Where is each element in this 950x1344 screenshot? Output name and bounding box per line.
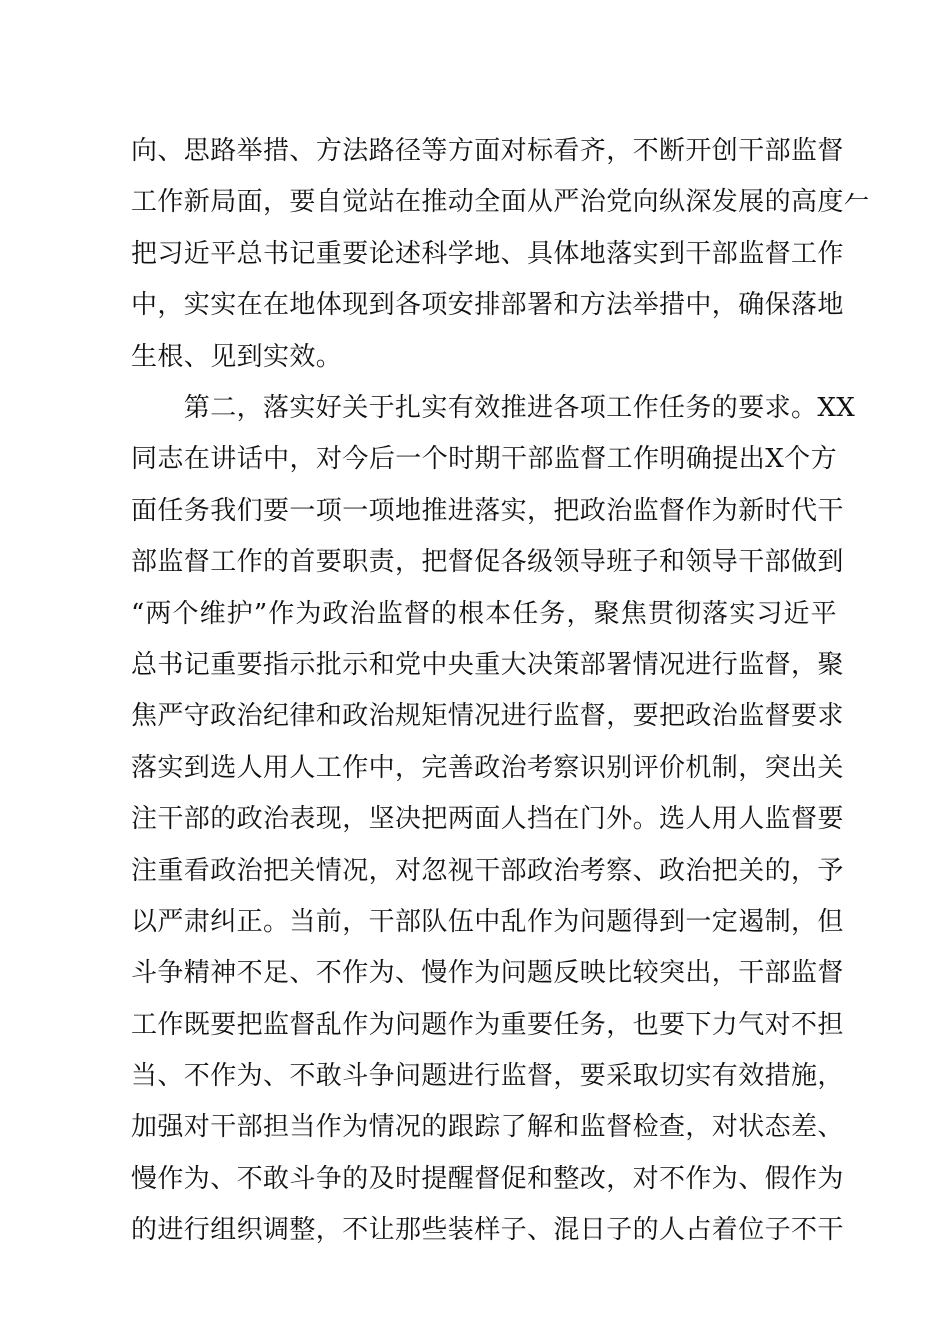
text-line: 斗争精神不足、不作为、慢作为问题反映比较突出，干部监督 — [131, 958, 844, 989]
text-line: 第二，落实好关于扎实有效推进各项工作任务的要求。XX — [131, 393, 856, 423]
text-line: 生根、见到实效。 — [131, 341, 343, 372]
text-line: 部监督工作的首要职责，把督促各级领导班子和领导干部做到 — [131, 547, 844, 578]
text-line: 注重看政治把关情况，对忽视干部政治考察、政治把关的，予 — [131, 855, 844, 886]
text-line: 把习近平总书记重要论述科学地、具体地落实到干部监督工作 — [131, 238, 844, 269]
text-line: 工作新局面，要自觉站在推动全面从严治党向纵深发展的高度𠂉 — [131, 187, 871, 218]
text-line: 总书记重要指示批示和党中央重大决策部署情况进行监督，聚 — [131, 649, 844, 680]
text-line: 的进行组织调整，不让那些装样子、混日子的人占着位子不干 — [131, 1215, 844, 1246]
text-line: 加强对干部担当作为情况的跟踪了解和监督检查，对状态差、 — [131, 1112, 844, 1143]
text-line: 面任务我们要一项一项地推进落实，把政治监督作为新时代干 — [131, 495, 844, 526]
text-line: 以严肃纠正。当前，干部队伍中乱作为问题得到一定遏制，但 — [131, 906, 844, 937]
text-line: 中，实实在在地体现到各项安排部署和方法举措中，确保落地 — [131, 290, 844, 321]
text-line: 当、不作为、不敢斗争问题进行监督，要采取切实有效措施， — [131, 1061, 844, 1092]
text-line: 注干部的政治表现，坚决把两面人挡在门外。选人用人监督要 — [131, 804, 844, 835]
text-line: “两个维护”作为政治监督的根本任务，聚焦贯彻落实习近平 — [131, 598, 837, 629]
text-line: 慢作为、不敢斗争的及时提醒督促和整改，对不作为、假作为 — [131, 1163, 844, 1194]
text-line: 同志在讲话中，对今后一个时期干部监督工作明确提出X个方 — [131, 444, 837, 475]
text-line: 向、思路举措、方法路径等方面对标看齐，不断开创干部监督 — [131, 136, 844, 166]
text-line: 落实到选人用人工作中，完善政治考察识别评价机制，突出关 — [131, 752, 844, 783]
paragraph-second-requirement — [131, 383, 856, 1257]
text-line: 焦严守政治纪律和政治规矩情况进行监督，要把政治监督要求 — [131, 701, 844, 732]
paragraph-continuation — [131, 126, 871, 383]
text-line: 工作既要把监督乱作为问题作为重要任务，也要下力气对不担 — [131, 1009, 844, 1040]
